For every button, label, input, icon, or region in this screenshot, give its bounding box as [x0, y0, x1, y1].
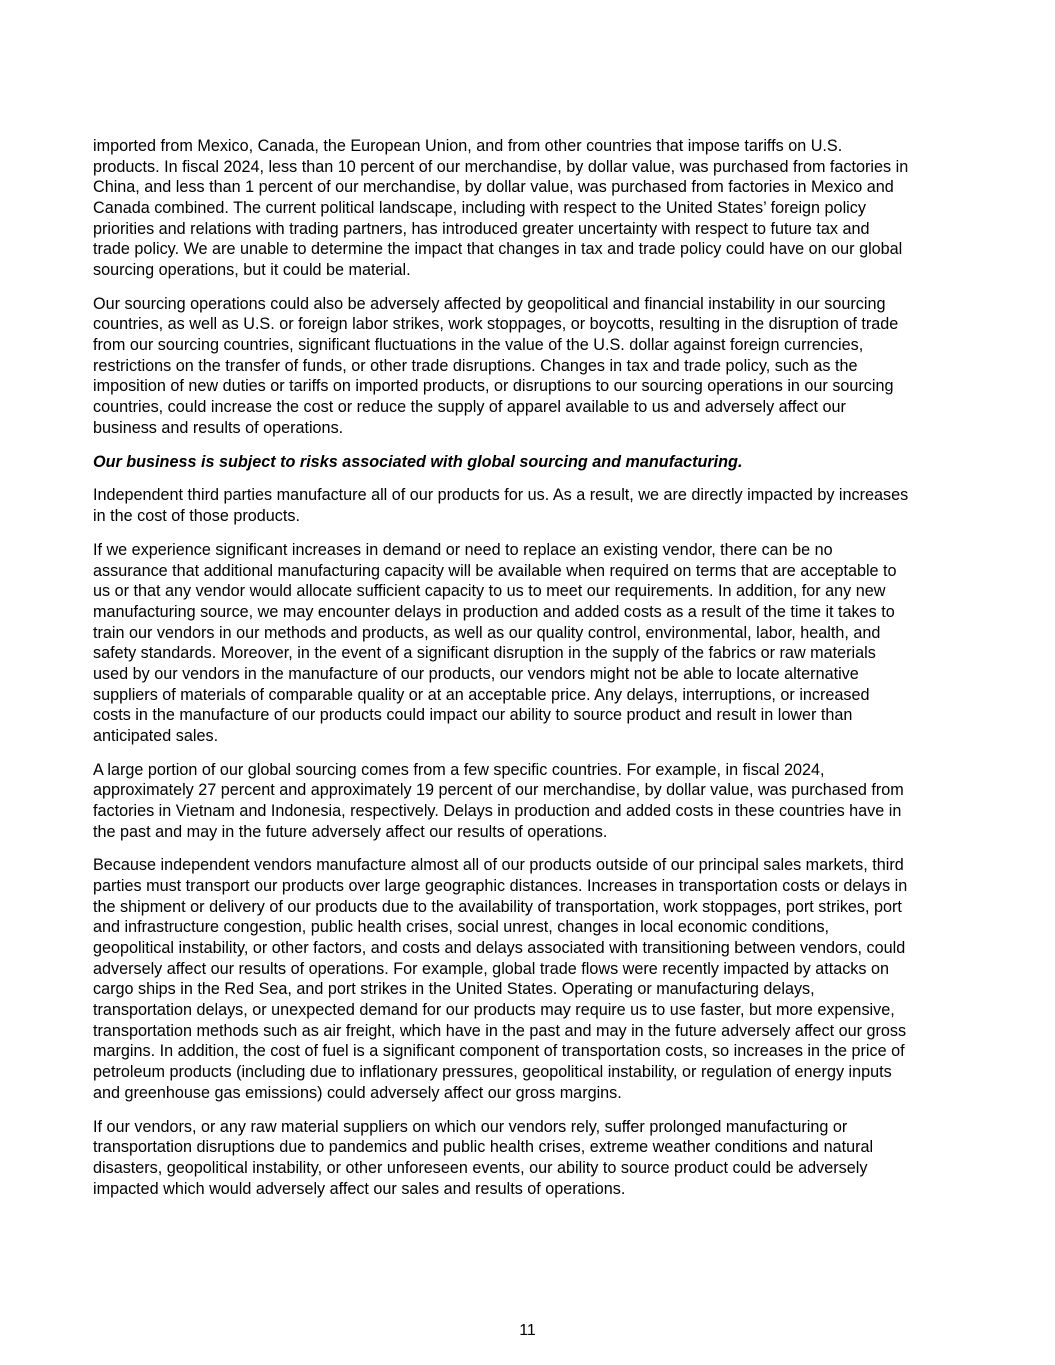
- text-line: transportation disruptions due to pandemics and public health crises, extreme weather conditions and natural: [93, 1138, 874, 1157]
- paragraph: [93, 294, 973, 439]
- document-body: [93, 136, 973, 1212]
- text-line: costs in the manufacture of our products could impact our ability to source product and result in lower than: [93, 706, 853, 725]
- text-line: from our sourcing countries, significant fluctuations in the value of the U.S. dollar against foreign currencies,: [93, 336, 864, 355]
- text-line: cargo ships in the Red Sea, and port strikes in the United States. Operating or manufacturing delays,: [93, 980, 815, 999]
- text-line: countries, as well as U.S. or foreign labor strikes, work stoppages, or boycotts, resulting in the disruption of trade: [93, 315, 899, 334]
- text-line: safety standards. Moreover, in the event of a significant disruption in the supply of the fabrics or raw materials: [93, 644, 876, 663]
- section-heading: [93, 452, 973, 473]
- text-line: countries, could increase the cost or reduce the supply of apparel available to us and adversely affect our: [93, 398, 846, 417]
- text-line: Independent third parties manufacture all of our products for us. As a result, we are directly impacted by increases: [93, 486, 909, 505]
- text-line: transportation delays, or unexpected demand for our products may require us to use faster, but more expensive,: [93, 1001, 895, 1020]
- paragraph: [93, 136, 973, 281]
- text-line: approximately 27 percent and approximately 19 percent of our merchandise, by dollar value, was purchased from: [93, 781, 904, 800]
- text-line: Canada combined. The current political landscape, including with respect to the United States’ foreign policy: [93, 198, 866, 217]
- text-line: impacted which would adversely affect our sales and results of operations.: [93, 1179, 626, 1198]
- text-line: trade policy. We are unable to determine the impact that changes in tax and trade policy could have on our global: [93, 240, 903, 259]
- paragraph: [93, 540, 973, 747]
- text-line: petroleum products (including due to inflationary pressures, geopolitical instability, or regulation of energy inputs: [93, 1063, 892, 1082]
- text-line: train our vendors in our methods and products, as well as our quality control, environmental, labor, health, and: [93, 623, 881, 642]
- text-line: If our vendors, or any raw material suppliers on which our vendors rely, suffer prolonged manufacturing or: [93, 1117, 848, 1136]
- text-line: priorities and relations with trading partners, has introduced greater uncertainty with respect to future tax and: [93, 219, 870, 238]
- text-line: imported from Mexico, Canada, the European Union, and from other countries that impose tariffs on U.S.: [93, 137, 843, 155]
- text-line: business and results of operations.: [93, 418, 344, 437]
- paragraph: [93, 485, 973, 526]
- text-line: us or that any vendor would allocate sufficient capacity to us to meet our requirements. In addition, for any new: [93, 582, 886, 601]
- text-line: factories in Vietnam and Indonesia, respectively. Delays in production and added costs in these countries have in: [93, 801, 902, 820]
- text-line: manufacturing source, we may encounter delays in production and added costs as a result of the time it takes to: [93, 602, 895, 621]
- text-line: sourcing operations, but it could be material.: [93, 260, 411, 279]
- text-line: A large portion of our global sourcing comes from a few specific countries. For example, in fiscal 2024,: [93, 760, 825, 779]
- text-line: the shipment or delivery of our products due to the availability of transportation, work stoppages, port strikes, port: [93, 897, 902, 916]
- text-line: imposition of new duties or tariffs on imported products, or disruptions to our sourcing operations in our sourcing: [93, 377, 894, 396]
- paragraph: [93, 760, 973, 843]
- text-line: in the cost of those products.: [93, 507, 300, 526]
- text-line: anticipated sales.: [93, 726, 219, 745]
- text-line: China, and less than 1 percent of our merchandise, by dollar value, was purchased from factories in Mexico and: [93, 178, 894, 197]
- text-line: Because independent vendors manufacture almost all of our products outside of our principal sales markets, third: [93, 856, 904, 875]
- text-line: parties must transport our products over large geographic distances. Increases in transportation costs or delays in: [93, 877, 908, 896]
- page-number: 11: [519, 1322, 536, 1339]
- text-line: Our sourcing operations could also be adversely affected by geopolitical and financial instability in our sourcing: [93, 294, 886, 313]
- text-line: disasters, geopolitical instability, or other unforeseen events, our ability to source product could be adversely: [93, 1158, 868, 1177]
- text-line: adversely affect our results of operations. For example, global trade flows were recently impacted by attacks on: [93, 959, 889, 978]
- text-line: assurance that additional manufacturing capacity will be available when required on terms that are acceptable to: [93, 561, 897, 580]
- text-line: the past and may in the future adversely affect our results of operations.: [93, 822, 608, 841]
- text-line: and greenhouse gas emissions) could adversely affect our gross margins.: [93, 1083, 622, 1102]
- text-line: suppliers of materials of comparable quality or at an acceptable price. Any delays, interruptions, or increased: [93, 685, 870, 704]
- text-line: margins. In addition, the cost of fuel is a significant component of transportation costs, so increases in the price of: [93, 1042, 905, 1061]
- text-line: transportation methods such as air freight, which have in the past and may in the future adversely affect our gross: [93, 1021, 907, 1040]
- paragraph: [93, 1117, 973, 1200]
- text-line: geopolitical instability, or other factors, and costs and delays associated with transitioning between vendors, could: [93, 939, 906, 958]
- text-line: If we experience significant increases in demand or need to replace an existing vendor, there can be no: [93, 540, 833, 559]
- paragraph: [93, 855, 973, 1103]
- text-line: restrictions on the transfer of funds, or other trade disruptions. Changes in tax and trade policy, such as the: [93, 356, 858, 375]
- text-line: and infrastructure congestion, public health crises, social unrest, changes in local economic conditions,: [93, 918, 830, 937]
- text-line: used by our vendors in the manufacture of our products, our vendors might not be able to locate alternative: [93, 664, 859, 683]
- text-line: Our business is subject to risks associated with global sourcing and manufacturing.: [93, 452, 743, 471]
- text-line: products. In fiscal 2024, less than 10 percent of our merchandise, by dollar value, was purchased from factories in: [93, 157, 909, 176]
